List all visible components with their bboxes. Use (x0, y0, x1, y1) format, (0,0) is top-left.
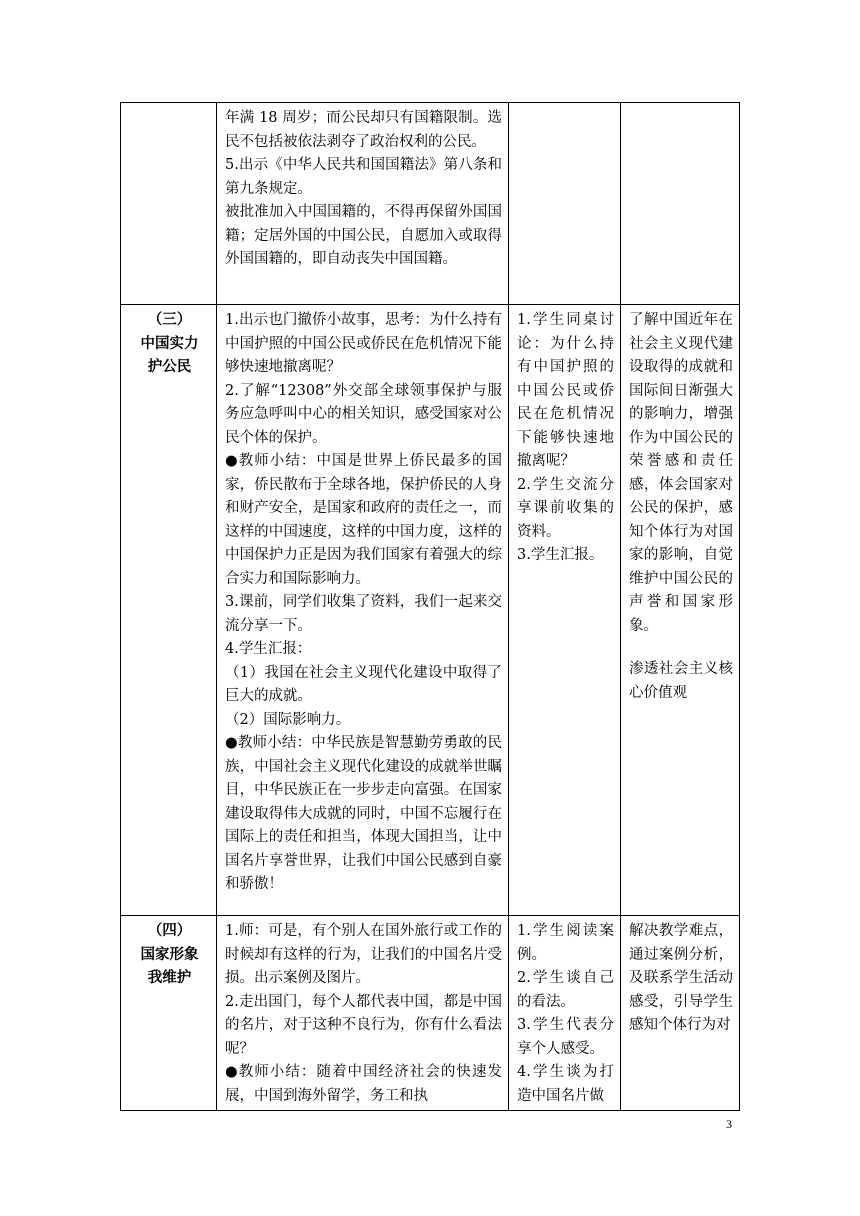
student-cell (509, 916, 621, 1111)
student-paragraph: 2.学生交流分享课前收集的资料。 (517, 476, 614, 540)
student-paragraph: 1.学生阅读案例。 (517, 923, 614, 963)
activity-paragraph: ●教师小结：随着中国经济社会的快速发展，中国到海外留学，务工和执 (225, 1064, 502, 1104)
activity-paragraph: 2.了解“12308”外交部全球领事保护与服务应急呼叫中心的相关知识，感受国家对公民个体的保护。 (225, 382, 502, 446)
student-paragraph: 3.学生代表分享个人感受。 (517, 1017, 614, 1057)
student-paragraph: 1.学生同桌讨论：为什么持有中国护照的中国公民或侨民在危机情况下能够快速地撤离呢？ (517, 312, 614, 469)
section-cell (121, 103, 217, 305)
section-title-line: （三） (147, 312, 192, 328)
section-title-line: 我维护 (147, 970, 192, 986)
student-paragraph: 3.学生汇报。 (517, 547, 604, 563)
activity-paragraph: （1）我国在社会主义现代化建设中取得了巨大的成就。 (225, 664, 502, 704)
section-cell (121, 305, 217, 916)
activity-paragraph: 年满 18 周岁；而公民却只有国籍限制。选民不包括被依法剥夺了政治权利的公民。 (225, 110, 502, 150)
activity-paragraph: 4.学生汇报： (225, 641, 312, 657)
section-title-line: （四） (147, 923, 192, 939)
activity-paragraph: （2）国际影响力。 (225, 711, 351, 728)
activity-paragraph: ●教师小结：中国是世界上侨民最多的国家，侨民散布于全球各地，保护侨民的人身和财产安全，是国家和政府的责任之一，而这样的中国速度，这样的中国力度，这样的中国保护力正是因为我们国家有着强大的综合实力和国际影响力。 (225, 453, 502, 587)
activity-cell (217, 305, 509, 916)
section-title-line: 中国实力 (140, 335, 199, 352)
student-cell (509, 305, 621, 916)
section-title-line: 护公民 (147, 359, 192, 375)
activity-paragraph: ●教师小结：中华民族是智慧勤劳勇敢的民族，中国社会主义现代化建设的成就举世瞩目，中华民族正在一步步走向富强。在国家建设取得伟大成就的同时，中国不忘履行在国际上的责任和担当，体现大国担当，让中国名片享誉世界，让我们中国公民感到自豪和骄傲！ (225, 735, 502, 892)
purpose-spacer (629, 638, 733, 658)
purpose-paragraph: 渗透社会主义核心价值观 (629, 661, 733, 701)
section-title-line: 国家形象 (140, 946, 199, 963)
activity-paragraph: 3.课前，同学们收集了资料，我们一起来交流分享一下。 (225, 594, 502, 634)
student-paragraph: 4.学生谈为打造中国名片做 (517, 1064, 614, 1104)
student-paragraph: 2.学生谈自己的看法。 (517, 970, 614, 1010)
activity-paragraph: 被批准加入中国国籍的，不得再保留外国国籍；定居外国的中国公民，自愿加入或取得外国国籍的，即自动丧失中国国籍。 (225, 204, 502, 267)
activity-paragraph: 5.出示《中华人民共和国国籍法》第八条和第九条规定。 (225, 157, 502, 197)
purpose-paragraph: 解决教学难点，通过案例分析，及联系学生活动感受，引导学生感知个体行为对 (629, 923, 733, 1033)
student-cell (509, 103, 621, 305)
activity-paragraph: 2.走出国门，每个人都代表中国，都是中国的名片，对于这种不良行为，你有什么看法呢？ (225, 993, 502, 1057)
activity-paragraph: 1.师：可是，有个别人在国外旅行或工作的时候却有这样的行为，让我们的中国名片受损。出示案例及图片。 (225, 923, 502, 986)
table-row (121, 916, 740, 1111)
activity-cell (217, 916, 509, 1111)
activity-paragraph: 1.出示也门撤侨小故事，思考：为什么持有中国护照的中国公民或侨民在危机情况下能够快速地撤离呢？ (225, 312, 502, 375)
lesson-plan-table (120, 102, 740, 1111)
page-number: 3 (726, 1117, 732, 1131)
purpose-cell (621, 916, 740, 1111)
purpose-cell (621, 305, 740, 916)
table-row (121, 305, 740, 916)
purpose-paragraph: 了解中国近年在社会主义现代建设取得的成就和国际间日渐强大的影响力，增强作为中国公民的荣誉感和责任感，体会国家对公民的保护，感知个体行为对国家的影响，自觉维护中国公民的声誉和国家形象。 (629, 312, 733, 634)
section-cell (121, 916, 217, 1111)
purpose-cell (621, 103, 740, 305)
activity-cell (217, 103, 509, 305)
table-row (121, 103, 740, 305)
